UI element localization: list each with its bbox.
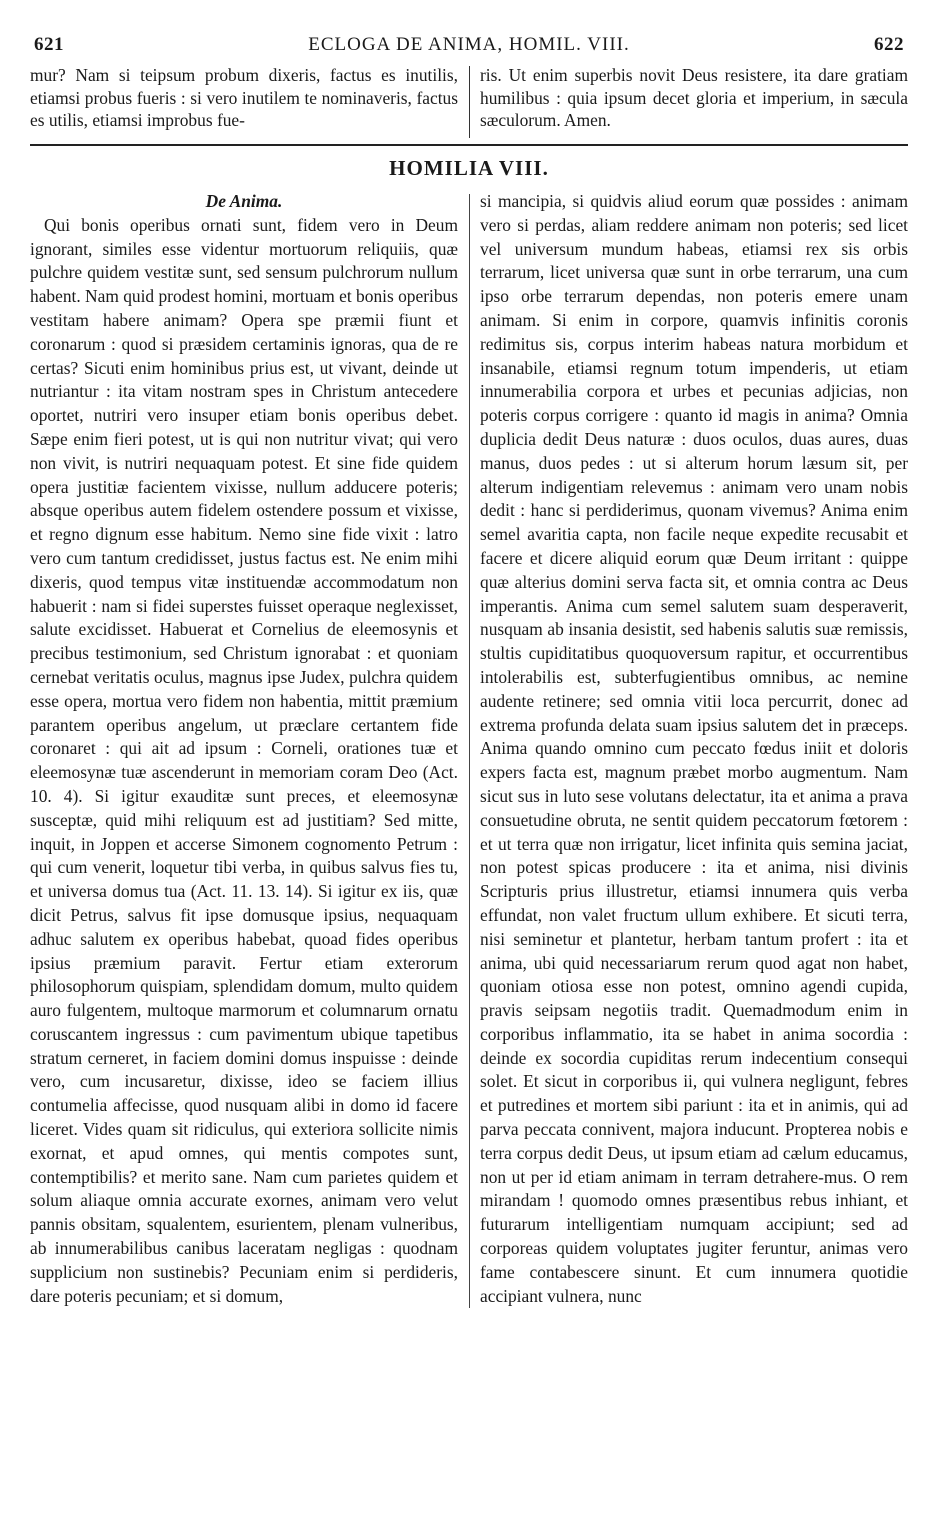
right-column <box>480 190 908 1308</box>
book-page <box>30 30 908 1525</box>
top-left-column <box>30 64 458 142</box>
running-title: ECLOGA DE ANIMA, HOMIL. VIII. <box>308 34 630 55</box>
column-divider-main <box>469 194 470 1308</box>
top-right-column <box>480 64 908 142</box>
column-divider-top <box>469 66 470 138</box>
page-number-right: 622 <box>874 34 904 55</box>
left-column-text: Qui bonis operibus ornati sunt, fidem vero in Deum ignorant, similes esse videntur mortuorum reliquiis, quæ pulchre quidem vestitæ sunt, sed sensum pulchrorum nullum habent. Nam quid prodest homini, mortuam et bonis operibus vestitam habere animam? Opera spe præmii fiunt et coronarum : quod si præsidem certaminis ignoras, qua de re certas? Sicuti enim hominibus prius est, ut vivant, deinde ut nutriantur : ita vitam nostram spes in Christum antecedere oportet, nutriri vero insuper etiam bonis operibus debet. Sæpe enim fieri potest, ut is qui non nutritur vivat; qui vero non vivit, is nutriri nequaquam potest. Et sine fide quidem opera justitiæ facientem vixisse, nullum adducere poteris; absque operibus autem fidelem ostendere possum et vixisse, et regno dignum esse habitum. Nemo sine fide vixit : latro vero cum tantum credidisset, justus factus est. Ne enim mihi dixeris, quod tempus vitæ instituendæ accommodatum non habuerit : nam si fidei superstes fuisset operaque neglexisset, salute excidisset. Habuerat et Cornelius de eleemosynis et precibus testimonium, sed Christum ignorabat : et quoniam cernebat veritatis oculus, magnus ipse Judex, pulchra quidem esse opera, mortua vero fidem non habentia, mittit præmium parantem operibus angelum, ut præclare certantem fide coronaret : qui ait ad ipsum : Corneli, orationes tuæ et eleemosynæ tuæ ascenderunt in memoriam coram Deo (Act. 10. 4). Si igitur exauditæ sunt preces, et eleemosynæ susceptæ, quid mihi reliquum est ad justitiam? Sed mitte, inquit, in Joppen et accerse Simonem cognomento Petrum : qui cum venerit, loquetur tibi verba, in quibus salvus fies tu, et universa domus tua (Act. 11. 13. 14). Si igitur ex iis, quæ dicit Petrus, salvus fit ipse domusque ipsius, nequaquam adhuc salutem ex operibus habebat, quoad fides operibus ipsius præmium paravit. Fertur etiam exterorum philosophorum quispiam, splendidam domum, multo quidem auro fulgentem, multoque marmorum et columnarum ornatu coruscantem ingressus : cum pavimentum ubique tapetibus stratum cerneret, in faciem domini domus inspuisse : deinde vero, cum incusaretur, dixisse, ideo se faciem illius contumelia affecisse, quod nusquam alibi in domo id facere liceret. Vides quam sit ridiculus, qui exteriora sollicite nimis exornat, et apud omnes, qui mentis compotes sunt, contemptibilis? et merito sane. Nam cum parietes quidem et solum aliaque omnia accurate exornes, animam vero velut pannis obsitam, squalentem, esurientem, plenam vulneribus, ab innumerabilibus canibus laceratam negligas : quodnam supplicium non sustinebis? Pecuniam enim si perdideris, dare poteris pecuniam; et si domum, <box>30 214 458 1306</box>
running-head <box>30 30 908 64</box>
left-column <box>30 190 458 1308</box>
previous-homily-ending <box>30 64 908 142</box>
homily-title: HOMILIA VIII. <box>389 156 549 180</box>
top-right-text: ris. Ut enim superbis novit Deus resistere, ita dare gratiam humilibus : quia ipsum decet gloria et imperium, in sæcula sæculorum. Amen. <box>480 65 908 130</box>
page-number-left: 621 <box>34 34 64 55</box>
homily-body <box>30 190 908 1308</box>
top-left-text: mur? Nam si teipsum probum dixeris, factus es inutilis, etiamsi probus fueris : si vero inutilem te nominaveris, factus es utilis, etiamsi improbus fue- <box>30 65 458 130</box>
right-column-text: si mancipia, si quidvis aliud eorum quæ possides : animam vero si perdas, aliam reddere animam non poteris; sed licet vel universum mundum habeas, etiamsi rex sis orbis terrarum, licet universa quæ sunt in orbe terrarum, una cum ipso orbe terrarum dependas, non poteris emere unam animam. Si enim in corpore, quamvis infinitis coronis redimitus sis, corpus interim habeas natura morbidum et insanabile, etiamsi regnum totum impenderis, ut etiam innumerabilia corpora et urbes et pecunias adjicias, non poteris corpus corrigere : quanto id magis in anima? Omnia duplicia dedit Deus naturæ : duos oculos, duas aures, duas manus, duos pedes : ut si alterum horum læsum sit, per alterum indigentiam relevemus : animam vero unam nobis dedit : hanc si perdiderimus, quonam vivemus? Anima enim semel avaritia capta, non facile neque expedite recusabit et facere et dicere aliquid eorum quæ Deum irritant : quippe quæ alterius domini serva facta sit, et omnia contra ac Deus imperantis. Anima cum semel salutem suam desperaverit, nusquam ab insania desistit, sed habenis salutis suæ remissis, stultis cupiditatibus quoquoversum rapitur, et occurrentibus intolerabilis est, subterfugientibus omnibus, ac nemine audente retinere; sed omnia vitii loca percurrit, donec ad extrema profunda delata suam ipsius salutem det in præceps. Anima quando omnino cum peccato fœdus iniit et doloris expers facta est, magnum præbet morbo augmentum. Nam sicut sus in luto sese volutans delectatur, ita et anima a prava consuetudine obruta, ne sentit quidem peccatorum fœtorem : et ut terra quæ non irrigatur, licet infinita quis semina jaciat, non potest spicas producere : ita et anima, nisi divinis Scripturis prius illustretur, etiamsi innumera quis verba effundat, non valet fructum ullum exhibere. Et sicuti terra, nisi seminetur et plantetur, herbam tantum profert : ita et anima, ubi quid necessariarum rerum quod agat non habet, quoniam otiosa esse non potest, omnino agendi cupida, pravis seipsam negotiis tradit. Quemadmodum enim in corporibus inflammatio, ita se habet in anima socordia : deinde ex socordia cupiditas rerum indecentium consequi solet. Et sicut in corporibus ii, qui vulnera negligunt, febres et putredines et mortem sibi pariunt : ita et in animis, qui ad parva peccata connivent, majora inducunt. Propterea nobis e terra corpus dedit Deus, ut ipsum etiam ad cælum educamus, non ut per id etiam animam in terram detrahere-mus. O rem mirandam ! quomodo omnes præsentibus rebus inhiant, et futurarum intelligentiam numquam accipiunt; sed ad corporeas quidem voluptates jugiter feruntur, animas vero fame contabescere sinunt. Et cum innumera quotidie accipiant vulnera, nunc <box>480 191 908 1306</box>
homily-subtitle: De Anima. <box>205 191 283 211</box>
